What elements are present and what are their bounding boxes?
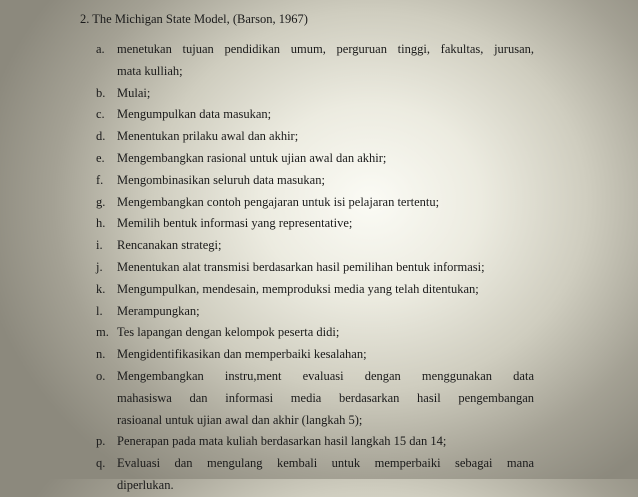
list-item-text: [117, 192, 534, 214]
list-item: [96, 170, 534, 192]
list-item-line: Mengumpulkan, mendesain, memproduksi media yang telah ditentukan;: [117, 281, 479, 296]
list-item-text: [117, 126, 534, 148]
list-item: [96, 322, 534, 344]
list-item-line: rasioanal untuk ujian awal dan akhir (langkah 5);: [117, 412, 363, 427]
step-list: [96, 39, 534, 497]
list-item-text: [117, 39, 534, 83]
list-item: [96, 148, 534, 170]
list-marker: a.: [96, 42, 105, 56]
list-item-text: [117, 104, 534, 126]
list-item-line: diperlukan.: [117, 477, 174, 492]
list-item: [96, 39, 534, 83]
list-item: [96, 301, 534, 323]
list-item-line: Menentukan prilaku awal dan akhir;: [117, 129, 299, 144]
list-item: [96, 279, 534, 301]
list-item-text: [117, 279, 534, 301]
list-marker: f.: [96, 172, 104, 187]
list-marker: p.: [96, 434, 106, 449]
list-item-text: [117, 170, 534, 192]
list-item-text: [117, 301, 534, 323]
list-item-line: Menentukan alat transmisi berdasarkan hasil pemilihan bentuk informasi;: [117, 259, 485, 274]
list-item-line: Mengembangkan contoh pengajaran untuk isi pelajaran tertentu;: [117, 194, 440, 209]
list-item: [96, 431, 534, 453]
list-item-line: Mengembangkan rasional untuk ujian awal dan akhir;: [117, 150, 387, 165]
list-marker: d.: [96, 129, 106, 144]
list-item-line: Mengembangkan instru,ment evaluasi dengan menggunakan data: [117, 368, 534, 383]
list-item-text: [117, 148, 534, 170]
list-item-text: [117, 235, 534, 257]
list-item: [96, 213, 534, 235]
list-item: [96, 192, 534, 214]
list-item-line: mahasiswa dan informasi media berdasarkan hasil pengembangan: [117, 390, 534, 405]
list-item: [96, 453, 534, 497]
list-item-line: Mengumpulkan data masukan;: [117, 107, 272, 122]
list-marker: j.: [96, 259, 103, 274]
list-item-line: Penerapan pada mata kuliah berdasarkan hasil langkah 15 dan 14;: [117, 434, 447, 449]
list-item-text: [117, 453, 534, 497]
list-item-line: Mengidentifikasikan dan memperbaiki kesalahan;: [117, 347, 367, 362]
list-item: [96, 257, 534, 279]
list-item: [96, 126, 534, 148]
list-item-text: [117, 83, 534, 105]
list-marker: l.: [96, 303, 103, 318]
list-item: [96, 235, 534, 257]
list-marker: q.: [96, 456, 106, 471]
list-item-line: Memilih bentuk informasi yang representative;: [117, 216, 353, 231]
slide-heading: 2. The Michigan State Model, (Barson, 1967): [80, 12, 308, 26]
list-marker: o.: [96, 368, 106, 383]
list-marker: c.: [96, 107, 105, 122]
list-marker: m.: [96, 325, 109, 340]
list-item-text: [117, 344, 534, 366]
list-item-line: Mulai;: [117, 85, 151, 100]
list-item-line: mata kulliah;: [117, 63, 183, 78]
list-item-text: [117, 257, 534, 279]
list-item: [96, 83, 534, 105]
list-item-text: [117, 366, 534, 431]
list-item-line: Rencanakan strategi;: [117, 238, 222, 253]
list-item-text: [117, 322, 534, 344]
list-item-line: menetukan tujuan pendidikan umum, perguruan tinggi, fakultas, jurusan,: [117, 42, 534, 56]
list-item: [96, 366, 534, 431]
list-item: [96, 104, 534, 126]
list-marker: e.: [96, 150, 105, 165]
list-item-line: Evaluasi dan mengulang kembali untuk memperbaiki sebagai mana: [117, 456, 534, 471]
list-marker: g.: [96, 194, 106, 209]
list-item: [96, 344, 534, 366]
list-marker: h.: [96, 216, 106, 231]
list-item-text: [117, 213, 534, 235]
list-item-text: [117, 431, 534, 453]
list-item-line: Merampungkan;: [117, 303, 200, 318]
list-marker: i.: [96, 238, 103, 253]
list-marker: n.: [96, 347, 106, 362]
list-marker: b.: [96, 85, 106, 100]
list-marker: k.: [96, 281, 106, 296]
list-item-line: Tes lapangan dengan kelompok peserta didi;: [117, 325, 340, 340]
list-item-line: Mengombinasikan seluruh data masukan;: [117, 172, 325, 187]
